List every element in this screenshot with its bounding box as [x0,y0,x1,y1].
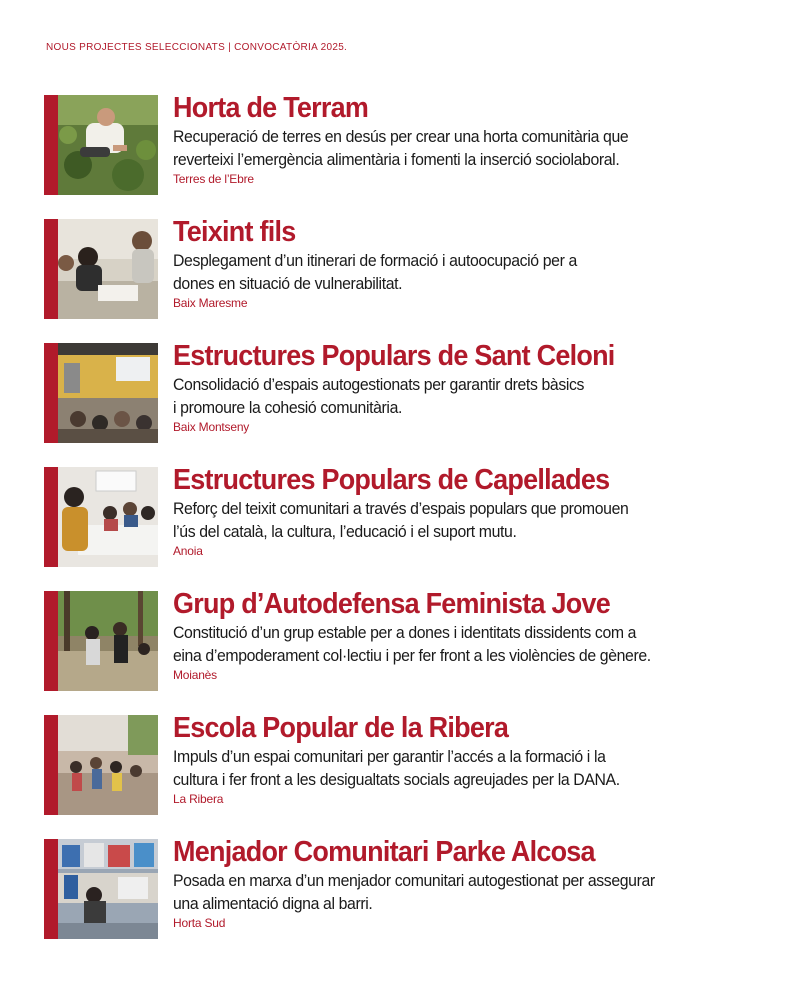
project-item [44,464,764,567]
project-photo [58,219,158,319]
project-description: Desplegament d’un itinerari de formació i autoocupació per a [173,251,577,270]
accent-bar [44,343,58,443]
project-description: Posada en marxa d’un menjador comunitari autogestionat per assegurar [173,871,655,890]
page-header: NOUS PROJECTES SELECCIONATS | CONVOCATÒRIA 2025. [46,42,348,53]
project-title: Menjador Comunitari Parke Alcosa [173,836,595,868]
project-photo [58,715,158,815]
project-description: reverteixi l’emergència alimentària i fomenti la inserció sociolaboral. [173,150,620,169]
project-item [44,836,764,939]
project-description: cultura i fer front a les desigualtats socials agreujades per la DANA. [173,770,620,789]
project-description: Impuls d’un espai comunitari per garantir l’accés a la formació i la [173,747,606,766]
project-description: dones en situació de vulnerabilitat. [173,274,403,293]
accent-bar [44,219,58,319]
project-description: eina d’empoderament col·lectiu i per fer front a les violències de gènere. [173,646,651,665]
project-region: Terres de l’Ebre [173,172,254,186]
project-description: Reforç del teixit comunitari a través d’espais populars que promouen [173,499,629,518]
project-description: i promoure la cohesió comunitària. [173,398,403,417]
project-title: Teixint fils [173,216,296,248]
project-title: Estructures Populars de Sant Celoni [173,340,615,372]
project-title: Grup d’Autodefensa Feminista Jove [173,588,611,620]
project-item [44,92,764,195]
project-title: Estructures Populars de Capellades [173,464,610,496]
project-region: Moianès [173,668,217,682]
project-item [44,712,764,815]
project-title: Horta de Terram [173,92,369,124]
project-region: Horta Sud [173,916,226,930]
project-description: Consolidació d’espais autogestionats per garantir drets bàsics [173,375,585,394]
project-photo [58,467,158,567]
project-photo [58,95,158,195]
project-title: Escola Popular de la Ribera [173,712,509,744]
project-item [44,588,764,691]
project-region: Baix Montseny [173,420,250,434]
project-region: Anoia [173,544,203,558]
project-photo [58,591,158,691]
accent-bar [44,715,58,815]
project-description: l’ús del català, la cultura, l’educació i el suport mutu. [173,522,517,541]
project-item [44,340,764,443]
project-photo [58,343,158,443]
project-region: La Ribera [173,792,224,806]
project-description: una alimentació digna al barri. [173,894,373,913]
project-description: Constitució d’un grup estable per a dones i identitats dissidents com a [173,623,637,642]
project-region: Baix Maresme [173,296,248,310]
accent-bar [44,591,58,691]
project-description: Recuperació de terres en desús per crear una horta comunitària que [173,127,629,146]
accent-bar [44,95,58,195]
project-photo [58,839,158,939]
accent-bar [44,839,58,939]
project-item [44,216,764,319]
accent-bar [44,467,58,567]
